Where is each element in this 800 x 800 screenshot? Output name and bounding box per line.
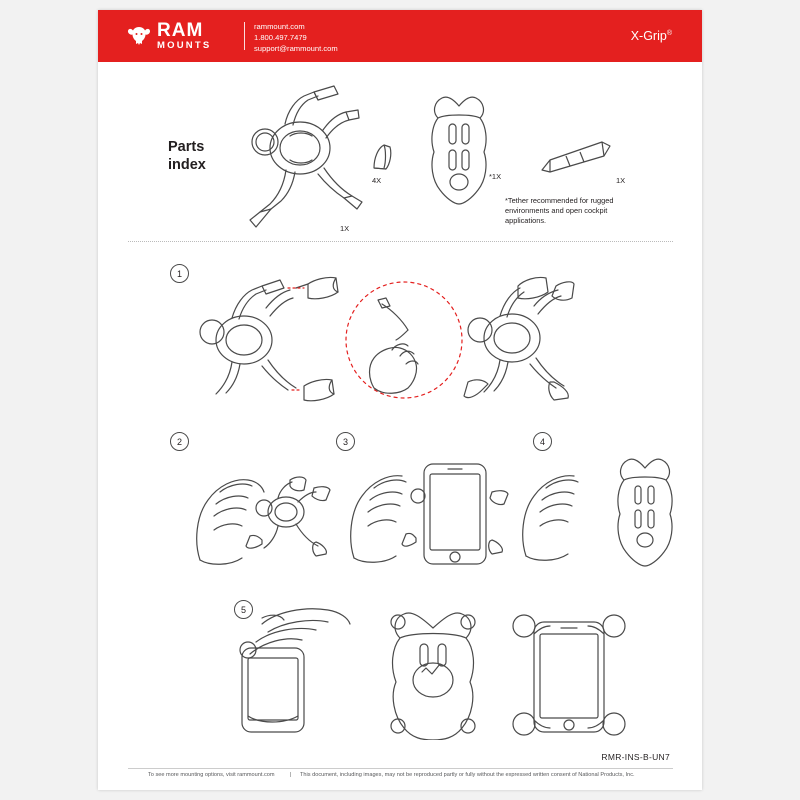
contact-phone: 1.800.497.7479 [254, 32, 307, 42]
step3-art [346, 446, 526, 570]
step-number-2: 2 [170, 432, 189, 451]
pin-art [536, 136, 616, 180]
final-tether-art [378, 600, 488, 740]
brand-wordmark [157, 21, 211, 51]
step-number-4: 4 [533, 432, 552, 451]
qty-pin: 1X [616, 176, 626, 185]
step-number-5: 5 [234, 600, 253, 619]
tether-footnote: *Tether recommended for rugged environments and open cockpit applications. [505, 196, 614, 225]
document-code: RMR-INS-B-UN7 [601, 752, 670, 762]
parts-index-line2: index [168, 157, 206, 174]
step1-art [196, 258, 576, 428]
brand-name: RAM [157, 20, 204, 42]
parts-index-title [168, 138, 206, 174]
footer-left-text: To see more mounting options, visit rammount.com [148, 772, 275, 778]
brand-logo [126, 18, 211, 54]
brand-sub: MOUNTS [157, 40, 212, 52]
parts-index-line1: Parts [168, 139, 205, 155]
contact-website: rammount.com [254, 22, 305, 31]
xgrip-cradle-art [238, 80, 373, 230]
contact-email: support@rammount.com [254, 43, 338, 53]
step5-art [228, 604, 388, 734]
rubber-cap-art [368, 140, 402, 174]
tether-art [424, 92, 494, 210]
qty-tether: *1X [489, 172, 502, 181]
step4-art [520, 448, 690, 570]
qty-rubber-cap: 4X [372, 176, 382, 185]
step2-art [190, 450, 350, 570]
header-divider [244, 22, 245, 50]
product-trademark: ® [666, 29, 672, 37]
contact-block [254, 22, 338, 54]
qty-cradle: 1X [340, 224, 350, 233]
ram-head-icon [126, 23, 152, 49]
step-number-1: 1 [170, 264, 189, 283]
section-divider [128, 241, 673, 242]
footer-divider [128, 768, 673, 769]
product-title [631, 29, 672, 43]
step-number-3: 3 [336, 432, 355, 451]
product-title-text: X-Grip [630, 29, 667, 43]
footer-right-text: This document, including images, may not be reproduced partly or fully without the expressed written consent of National Products, Inc. [300, 772, 635, 778]
header-bar [98, 10, 702, 62]
final-assembly-art [506, 604, 636, 744]
footer-separator: | [290, 772, 292, 778]
